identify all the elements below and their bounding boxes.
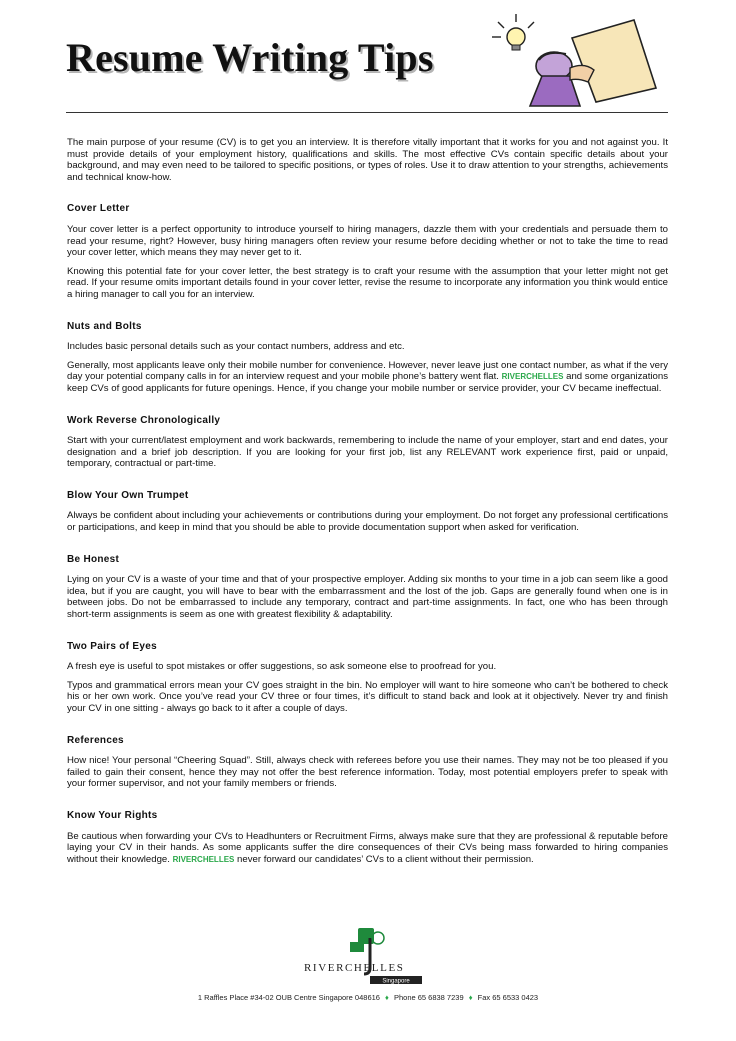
footer-fax: Fax 65 6533 0423 bbox=[477, 993, 539, 1002]
section-heading: Two Pairs of Eyes bbox=[67, 640, 157, 652]
section-heading: Nuts and Bolts bbox=[67, 320, 142, 332]
section-heading: Cover Letter bbox=[67, 203, 130, 215]
section-paragraph: Typos and grammatical errors mean your CV goes straight in the bin. No employer will want to hire someone who can’t be bothered to check his or her own work. Once you’ve read your CV three or four times, it’s difficult to stand back and look at it objectively. Never try and finish your CV in one sitting - always go back to it after a couple of days. bbox=[67, 679, 668, 714]
footer-contact bbox=[0, 993, 736, 1002]
text-run: never forward our candidates’ CVs to a client without their permission. bbox=[234, 853, 534, 865]
section-heading: Be Honest bbox=[67, 553, 120, 565]
brand-name: RIVERCHELLES bbox=[501, 372, 564, 382]
section-paragraph: Always be confident about including your achievements or contributions during your employment. Do not forget any professional certifications or participations, and keep in mind that you should be able to provide documentation support when asked for verification. bbox=[67, 510, 668, 534]
title-divider bbox=[66, 112, 668, 113]
footer-separator: ♦ bbox=[385, 993, 389, 1002]
footer-phone: Phone 65 6838 7239 bbox=[393, 993, 464, 1002]
section-paragraph: Knowing this potential fate for your cover letter, the best strategy is to craft your resume with the assumption that your letter might not get read. If your resume omits important details found in your cover letter, revise the resume to incorporate any information you think would entice a hiring manager to call you for an interview. bbox=[67, 265, 668, 300]
logo-wordmark: RIVERCHELLES bbox=[304, 962, 405, 974]
section-paragraph: Includes basic personal details such as your contact numbers, address and etc. bbox=[67, 341, 405, 353]
section-heading: References bbox=[67, 734, 124, 746]
intro-paragraph: The main purpose of your resume (CV) is to get you an interview. It is therefore vitally important that it works for you and not against you. It must provide details of your employment history, qualifications and skills. The most effective CVs contain specific details about your background, and may even need to be tailored to specific positions, or types of roles. Use it to draw attention to your strengths, achievements and technical know-how. bbox=[67, 137, 668, 183]
brand-name: RIVERCHELLES bbox=[172, 854, 235, 864]
logo-tagline: Singapore bbox=[382, 978, 410, 985]
section-paragraph: Start with your current/latest employment and work backwards, remembering to include the name of your employer, start and end dates, your designation and a brief job description. If you are looking for your first job, list any RELEVANT work experience first, paid or unpaid, temporary, contractual or part-time. bbox=[67, 435, 668, 470]
article-body bbox=[67, 137, 668, 872]
footer-separator: ♦ bbox=[468, 993, 473, 1002]
text-run: and some organizations keep CVs of good applicants for future openings. Hence, if you change your mobile number or service provider, your CV became ineffectual. bbox=[67, 371, 668, 394]
text-run: Be cautious when forwarding your CVs to Headhunters or Recruitment Firms, always make sure that they are professional & reputable before laying your CV in their hands. As some applicants suffer the dire consequences of their CVs being mass forwarded to hiring companies without their knowledge. bbox=[67, 830, 668, 865]
section-heading: Work Reverse Chronologically bbox=[67, 414, 221, 426]
text-run: Generally, most applicants leave only their mobile number for convenience. However, never leave just one contact number, as what if the very day your potential company calls in for an interview request and your mobile phone’s battery went flat. bbox=[67, 359, 668, 383]
section-heading: Blow Your Own Trumpet bbox=[67, 489, 189, 501]
riverchelles-logo bbox=[300, 924, 436, 994]
section-paragraph: A fresh eye is useful to spot mistakes or offer suggestions, so ask someone else to proofread for you. bbox=[67, 661, 497, 673]
section-paragraph: How nice! Your personal “Cheering Squad”. Still, always check with referees before you use their names. They may not be too pleased if you failed to gain their consent, hence they may not offer the best reference information. Today, most potential employers prefer to speak with your former supervisor, and not your family members or friends. bbox=[67, 755, 668, 790]
reading-clipart-icon bbox=[484, 10, 664, 110]
footer-address: 1 Raffles Place #34-02 OUB Centre Singapore 048616 bbox=[197, 993, 380, 1002]
section-paragraph: Your cover letter is a perfect opportunity to introduce yourself to hiring managers, dazzle them with your credentials and persuade them to read your resume, right? However, busy hiring managers often review your resume before deciding whether or not to take the time to read your cover letter, which means they may never get to it. bbox=[67, 223, 668, 259]
page-title: Resume Writing Tips bbox=[66, 35, 434, 80]
section-heading: Know Your Rights bbox=[67, 809, 158, 821]
section-paragraph: Lying on your CV is a waste of your time and that of your prospective employer. Adding six months to your time in a job can seem like a good idea, but if you are caught, you will have to bear with the embarrassment and the lost of the job. Gaps are generally found when one is in between jobs. Do not be embarrassed to include any temporary, contract and part-time assignments. In fact, one who has been through short-term assignments is seem as one with greatest flexibility & adaptability. bbox=[67, 574, 668, 621]
section-paragraph bbox=[67, 831, 668, 866]
section-paragraph bbox=[67, 360, 668, 395]
